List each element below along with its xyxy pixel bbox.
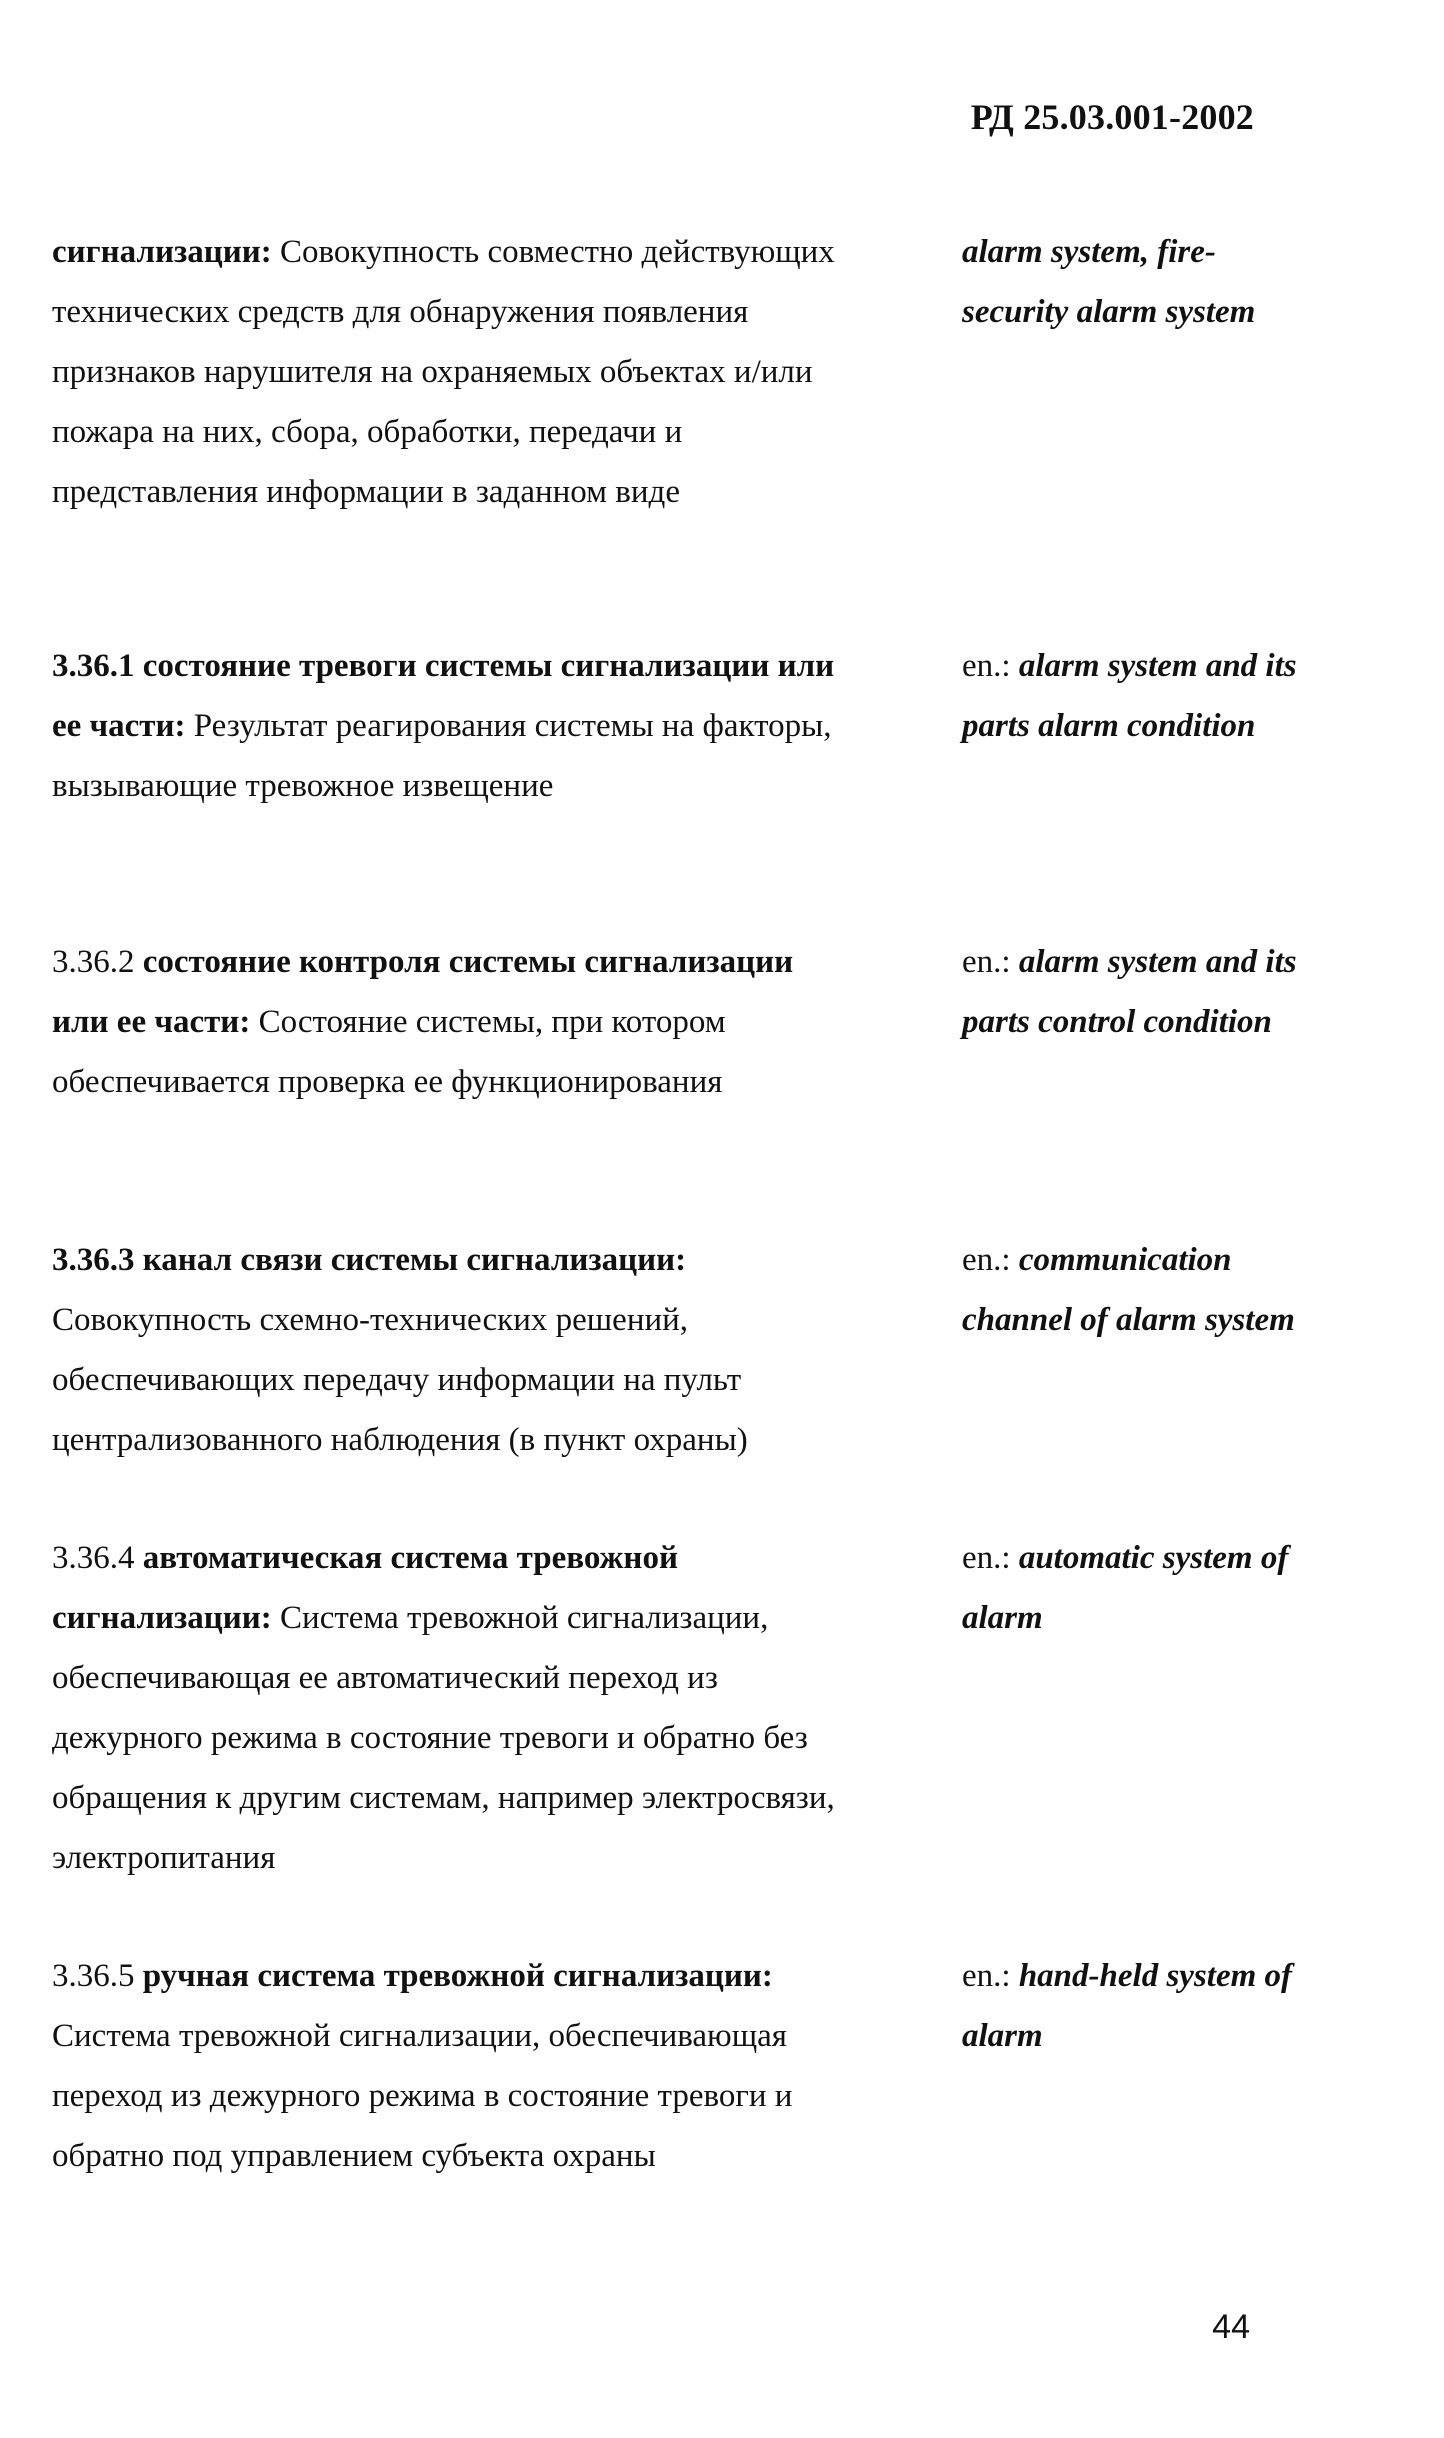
entry-text — [52, 932, 852, 1112]
entry-number: 3.36.1 — [52, 648, 135, 684]
entry-3-36-4 — [52, 1528, 1352, 1888]
entry-english — [962, 1946, 1302, 2066]
entry-term: состояние тревоги системы сигнализации или ее части: — [52, 648, 835, 744]
entry-3-36-2 — [52, 932, 1352, 1112]
entry-number: 3.36.5 — [52, 1958, 135, 1994]
en-prefix: en.: — [962, 1958, 1011, 1994]
entry-english — [962, 1528, 1302, 1648]
entry-alarm-system — [52, 222, 1352, 522]
en-term: automatic system of alarm — [962, 1540, 1289, 1636]
en-term: alarm system and its parts control condition — [962, 944, 1297, 1040]
entry-definition: Система тревожной сигнализации, обеспечивающая ее автоматический переход из дежурного режима в состояние тревоги и обратно без обращения к другим системам, например электросвязи, электропитания — [52, 1600, 835, 1876]
entry-definition: Результат реагирования системы на факторы, вызывающие тревожное извещение — [52, 708, 832, 804]
entry-text — [52, 1230, 852, 1470]
document-id: РД 25.03.001-2002 — [970, 97, 1254, 137]
entry-number: 3.36.3 — [52, 1242, 135, 1278]
entry-english — [962, 636, 1302, 756]
entry-text — [52, 1946, 852, 2186]
entry-term: канал связи системы сигнализации: — [142, 1242, 687, 1278]
entry-term: сигнализации: — [52, 234, 272, 270]
entry-english — [962, 932, 1302, 1052]
entry-3-36-1 — [52, 636, 1352, 816]
entry-definition: Состояние системы, при котором обеспечивается проверка ее функционирования — [52, 1004, 726, 1100]
entry-term: ручная система тревожной сигнализации: — [142, 1958, 773, 1994]
en-term: alarm system, fire-security alarm system — [962, 234, 1256, 330]
entry-english — [962, 1230, 1302, 1350]
entry-3-36-5 — [52, 1946, 1352, 2186]
entry-term: состояние контроля системы сигнализации или ее части: — [52, 944, 794, 1040]
en-prefix: en.: — [962, 1242, 1011, 1278]
entry-definition: Система тревожной сигнализации, обеспечивающая переход из дежурного режима в состояние тревоги и обратно под управлением субъекта охраны — [52, 2018, 793, 2174]
entry-english — [962, 222, 1302, 342]
entry-text — [52, 222, 852, 522]
en-prefix: en.: — [962, 1540, 1011, 1576]
entry-number: 3.36.4 — [52, 1540, 135, 1576]
en-term: hand-held system of alarm — [962, 1958, 1292, 2054]
entry-number: 3.36.2 — [52, 944, 135, 980]
entry-term: автоматическая система тревожной сигнализации: — [52, 1540, 678, 1636]
en-term: alarm system and its parts alarm condition — [962, 648, 1297, 744]
entry-definition: Совокупность совместно действующих технических средств для обнаружения появления признаков нарушителя на охраняемых объектах и/или пожара на них, сбора, обработки, передачи и представления информации в заданном виде — [52, 234, 835, 510]
entry-text — [52, 636, 852, 816]
page-number: 44 — [1212, 2308, 1250, 2346]
en-prefix: en.: — [962, 944, 1011, 980]
entry-text — [52, 1528, 852, 1888]
en-term: communication channel of alarm system — [962, 1242, 1295, 1338]
en-prefix: en.: — [962, 648, 1011, 684]
entry-definition: Совокупность схемно-технических решений, обеспечивающих передачу информации на пульт централизованного наблюдения (в пункт охраны) — [52, 1302, 748, 1458]
entry-3-36-3 — [52, 1230, 1352, 1470]
